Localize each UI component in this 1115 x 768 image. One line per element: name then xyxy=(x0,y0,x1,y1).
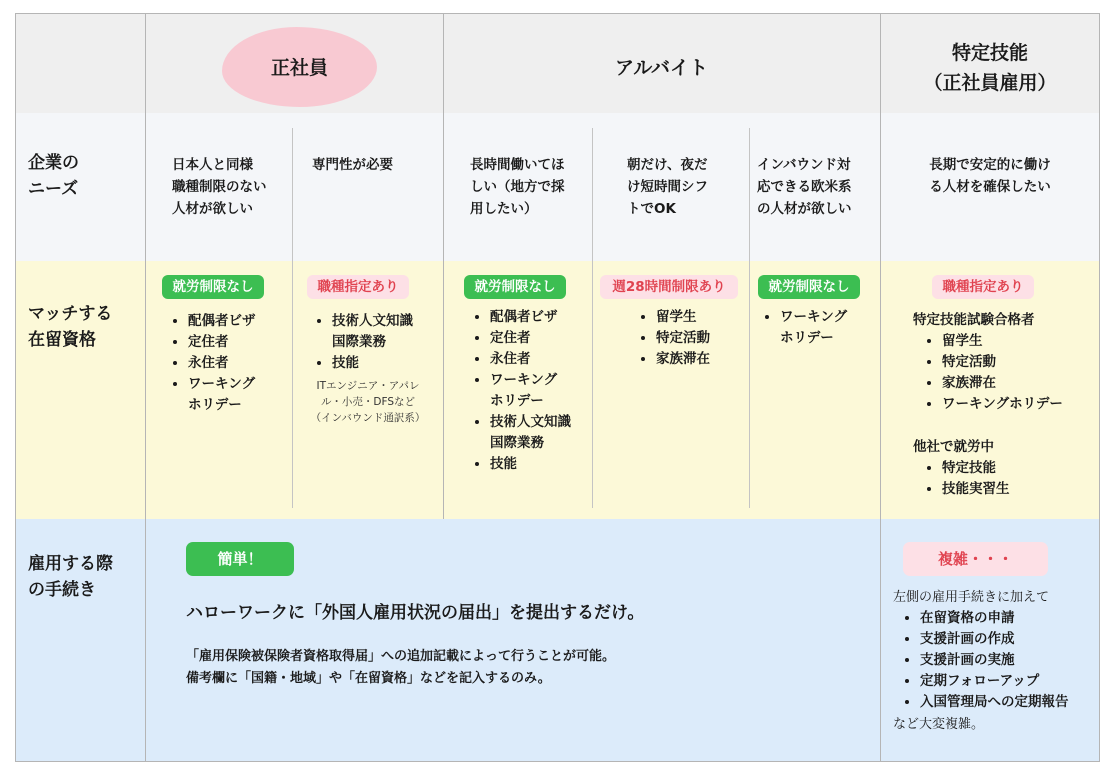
row-label-needs xyxy=(28,150,79,202)
list-item: • 永住者 xyxy=(188,353,256,374)
needs-cell-5: インバウンド対 応できる欧米系 の人材が欲しい xyxy=(757,157,852,217)
complex-intro: 左側の雇用手続きに加えて xyxy=(893,590,1050,605)
list-item: • 特定技能 xyxy=(942,458,1010,479)
tag-no-restriction: 就労制限なし xyxy=(758,275,860,299)
divider-arubaito-tokutei xyxy=(880,13,881,762)
row-label-procedure xyxy=(28,551,113,603)
list-item: • 技能 xyxy=(490,454,571,475)
complex-list xyxy=(902,608,1069,713)
tag-no-restriction: 就労制限なし xyxy=(464,275,566,299)
row-label-needs-1: 企業の xyxy=(28,153,79,173)
match-note-2: ITエンジニア・アパレ ル・小売・DFSなど （インバウンド通訳系） xyxy=(310,380,426,424)
header-arubaito: アルバイト xyxy=(615,57,708,79)
divider-sub-2 xyxy=(592,128,593,508)
match-list-4 xyxy=(638,307,710,370)
list-item: • ワーキング ホリデー xyxy=(490,370,571,412)
list-item: • 支援計画の作成 xyxy=(920,629,1069,650)
procedure-detail: 「雇用保険被保険者資格取得届」への追加記載によって行うことが可能。 備考欄に「国籍・地域」や「在留資格」などを記入するのみ。 xyxy=(186,649,616,686)
tokutei-group2-list xyxy=(924,458,1010,500)
list-item: • 留学生 xyxy=(942,331,1063,352)
list-item: • 支援計画の実施 xyxy=(920,650,1069,671)
list-item: • 定期フォローアップ xyxy=(920,671,1069,692)
header-seishain: 正社員 xyxy=(270,57,328,79)
row-label-match xyxy=(28,301,112,353)
divider-sub-3 xyxy=(749,128,750,508)
match-list-3 xyxy=(472,307,571,475)
tag-easy: 簡単！ xyxy=(186,542,294,576)
divider-sub-1 xyxy=(292,128,293,508)
header-tokutei-line2: （正社員雇用） xyxy=(923,72,1057,94)
row-label-procedure-2: の手続き xyxy=(28,580,96,600)
complex-outro: など大変複雑。 xyxy=(893,717,985,732)
list-item: • ワーキングホリデー xyxy=(942,394,1063,415)
needs-cell-2: 専門性が必要 xyxy=(312,157,393,173)
match-list-2 xyxy=(314,311,413,374)
list-item: • 配偶者ビザ xyxy=(188,311,256,332)
list-item: • 特定活動 xyxy=(942,352,1063,373)
list-item: • 家族滞在 xyxy=(656,349,710,370)
procedure-main-text: ハローワークに「外国人雇用状況の届出」を提出するだけ。 xyxy=(186,603,645,623)
list-item: • 入国管理局への定期報告 xyxy=(920,692,1069,713)
tokutei-group1-title: 特定技能試験合格者 xyxy=(913,312,1035,328)
needs-cell-6: 長期で安定的に働け る人材を確保したい xyxy=(929,157,1051,195)
needs-cell-4: 朝だけ、夜だ け短時間シフ トでOK xyxy=(627,157,708,217)
match-list-5 xyxy=(762,307,847,349)
list-item: • ワーキング ホリデー xyxy=(780,307,847,349)
header-tokutei xyxy=(880,38,1100,98)
tag-job-specified: 職種指定あり xyxy=(307,275,409,299)
tag-complex: 複雑・・・ xyxy=(903,542,1048,576)
list-item: • 配偶者ビザ xyxy=(490,307,571,328)
list-item: • ワーキング ホリデー xyxy=(188,374,256,416)
tokutei-group2-title: 他社で就労中 xyxy=(913,439,994,455)
list-item: • 技術人文知識 国際業務 xyxy=(332,311,413,353)
row-label-match-1: マッチする xyxy=(28,304,113,324)
header-tokutei-line1: 特定技能 xyxy=(951,42,1028,64)
row-label-match-2: 在留資格 xyxy=(28,330,96,350)
divider-seishain-arubaito xyxy=(443,13,444,519)
list-item: • 定住者 xyxy=(490,328,571,349)
tag-job-specified: 職種指定あり xyxy=(932,275,1034,299)
list-item: • 永住者 xyxy=(490,349,571,370)
list-item: • 家族滞在 xyxy=(942,373,1063,394)
tag-28h-limit: 週28時間制限あり xyxy=(600,275,738,299)
list-item: • 特定活動 xyxy=(656,328,710,349)
list-item: • 技能 xyxy=(332,353,413,374)
tag-no-restriction: 就労制限なし xyxy=(162,275,264,299)
list-item: • 留学生 xyxy=(656,307,710,328)
match-list-1 xyxy=(170,311,256,416)
list-item: • 在留資格の申請 xyxy=(920,608,1069,629)
divider-label-col xyxy=(145,13,146,762)
row-label-needs-2: ニーズ xyxy=(28,179,79,199)
needs-cell-3: 長時間働いてほ しい（地方で採 用したい） xyxy=(470,157,565,217)
tokutei-group1-list xyxy=(924,331,1063,415)
list-item: • 定住者 xyxy=(188,332,256,353)
needs-cell-1: 日本人と同様 職種制限のない 人材が欲しい xyxy=(172,157,267,217)
row-label-procedure-1: 雇用する際 xyxy=(28,554,113,574)
list-item: • 技能実習生 xyxy=(942,479,1010,500)
list-item: • 技術人文知識 国際業務 xyxy=(490,412,571,454)
